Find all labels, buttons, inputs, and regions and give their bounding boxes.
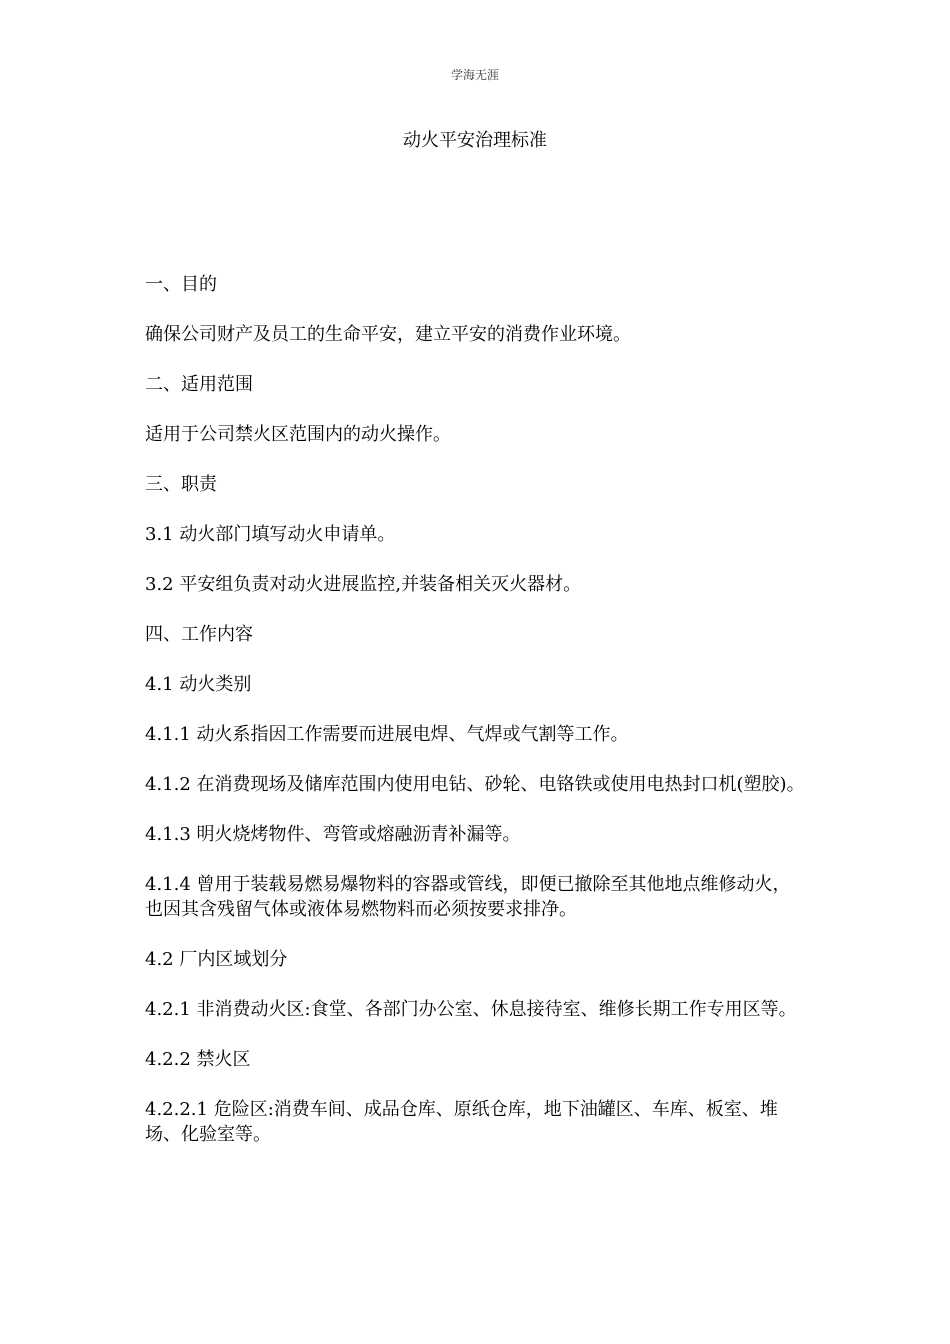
paragraph-purpose: 确保公司财产及员工的生命平安，建立平安的消费作业环境。 — [145, 324, 631, 345]
subheading-4-2-2: 4.2.2 禁火区 — [145, 1049, 251, 1070]
document-body — [145, 272, 805, 1172]
paragraph-scope: 适用于公司禁火区范围内的动火操作。 — [145, 424, 451, 445]
paragraph-4-1-3: 4.1.3 明火烧烤物件、弯管或熔融沥青补漏等。 — [145, 824, 521, 845]
section-heading-scope: 二、适用范围 — [145, 374, 253, 395]
paragraph-4-1-4: 4.1.4 曾用于装载易燃易爆物料的容器或管线，即便已撤除至其他地点维修动火，也因其含残留气体或液体易燃物料而必须按要求排净。 — [145, 874, 791, 920]
document-title: 动火平安治理标准 — [403, 130, 547, 151]
section-heading-work-content: 四、工作内容 — [145, 624, 253, 645]
section-heading-purpose: 一、目的 — [145, 274, 217, 295]
paragraph-3-2: 3.2 平安组负责对动火进展监控,并装备相关灭火器材。 — [145, 574, 582, 595]
subheading-4-1: 4.1 动火类别 — [145, 674, 252, 695]
subheading-4-2: 4.2 厂内区域划分 — [145, 949, 288, 970]
paragraph-4-2-1: 4.2.1 非消费动火区:食堂、各部门办公室、休息接待室、维修长期工作专用区等。 — [145, 999, 797, 1020]
paragraph-3-1: 3.1 动火部门填写动火申请单。 — [145, 524, 396, 545]
paragraph-4-1-2: 4.1.2 在消费现场及储库范围内使用电钻、砂轮、电铬铁或使用电热封口机(塑胶)。 — [145, 774, 805, 795]
section-heading-duties: 三、职责 — [145, 474, 217, 495]
paragraph-4-2-2-1: 4.2.2.1 危险区:消费车间、成品仓库、原纸仓库，地下油罐区、车库、板室、堆场、化验室等。 — [145, 1099, 778, 1145]
page-header: 学海无涯 — [450, 68, 499, 82]
paragraph-4-1-1: 4.1.1 动火系指因工作需要而进展电焊、气焊或气割等工作。 — [145, 724, 629, 745]
